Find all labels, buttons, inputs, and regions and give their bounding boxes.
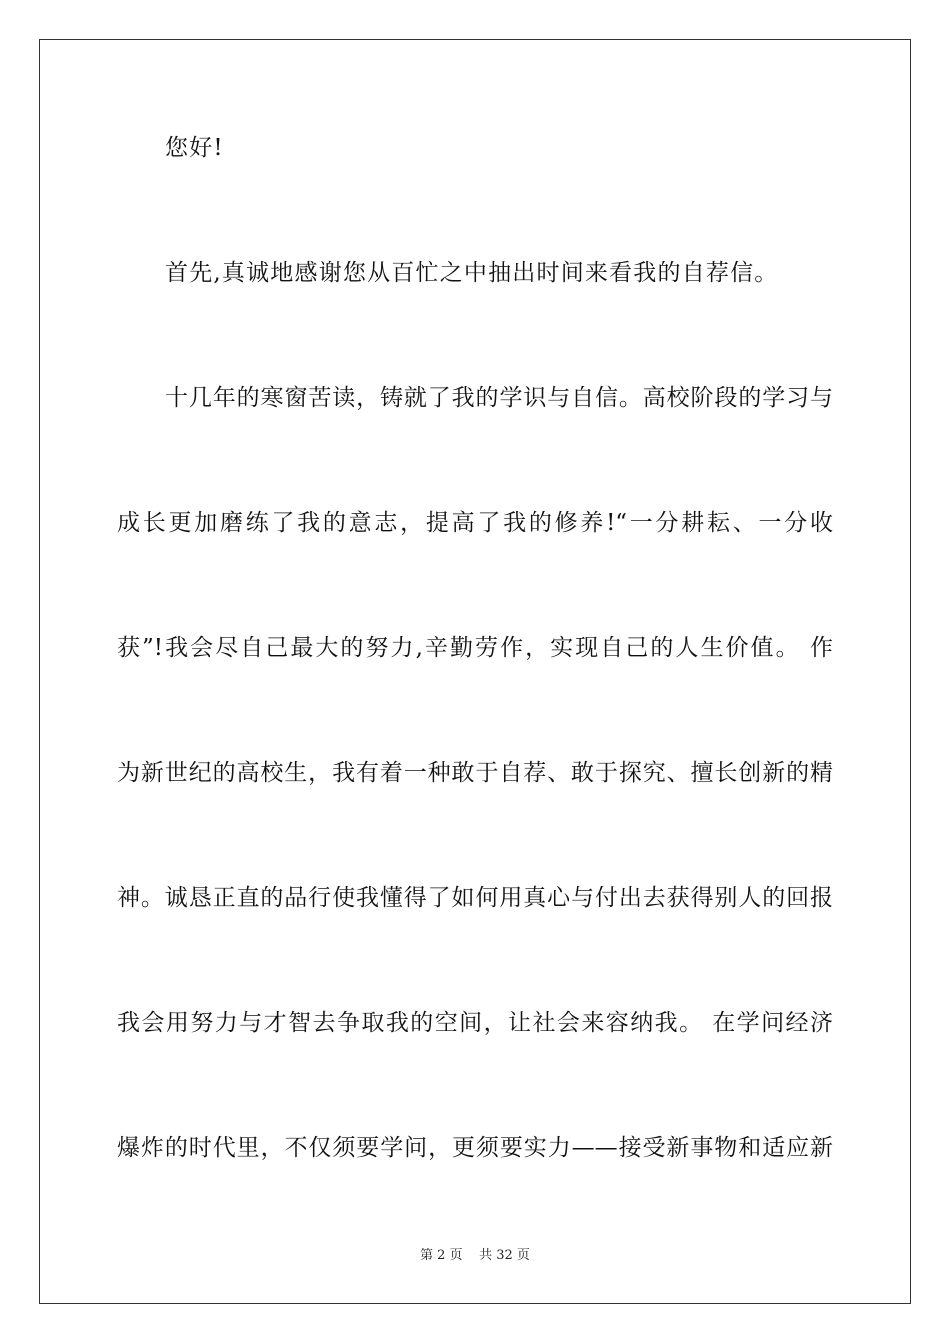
greeting-line: 您好!: [165, 135, 224, 161]
paragraph-line: 我会用努力与才智去争取我的空间，让社会来容纳我。 在学问经济: [117, 1010, 833, 1036]
paragraph-line: 获”!我会尽自己最大的努力,辛勤劳作，实现自己的人生价值。 作: [117, 635, 833, 661]
paragraph-line: 首先,真诚地感谢您从百忙之中抽出时间来看我的自荐信。: [165, 260, 779, 286]
paragraph-line: 成长更加磨练了我的意志，提高了我的修养!“一分耕耘、一分收: [117, 510, 833, 536]
page-total: 共 32 页: [479, 1248, 530, 1263]
paragraph-line: 为新世纪的高校生，我有着一种敢于自荐、敢于探究、擅长创新的精: [117, 760, 833, 786]
page-border: [39, 39, 911, 1304]
paragraph-line: 十几年的寒窗苦读，铸就了我的学识与自信。高校阶段的学习与: [165, 385, 833, 411]
paragraph-line: 爆炸的时代里，不仅须要学问，更须要实力——接受新事物和适应新: [117, 1135, 833, 1161]
paragraph-line: 神。诚恳正直的品行使我懂得了如何用真心与付出去获得别人的回报: [117, 885, 833, 911]
page-number: 第 2 页: [420, 1248, 463, 1263]
page-footer: [0, 1247, 950, 1265]
